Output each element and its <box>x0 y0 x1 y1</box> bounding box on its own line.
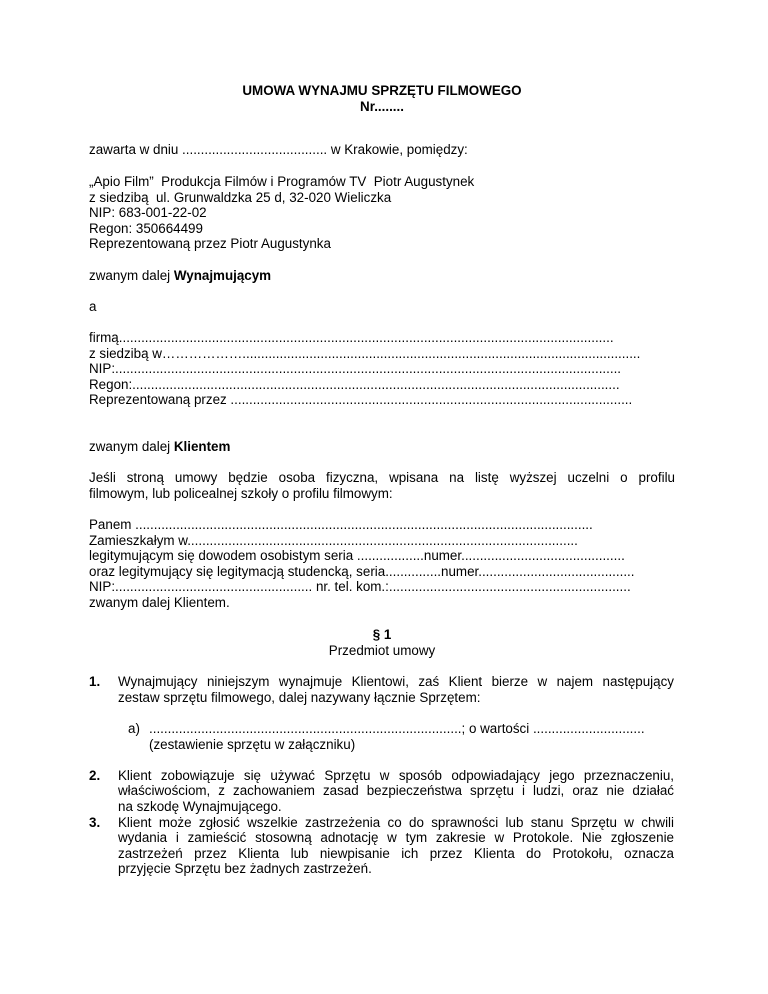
individual-address-field: Zamieszkałym w......................................................................................................... <box>89 533 578 548</box>
document-number: Nr........ <box>360 99 404 114</box>
individual-nip-phone-field: NIP:..................................................... nr. tel. kom.:................................................................. <box>89 579 631 594</box>
clause-1-line-1: Wynajmujący niniejszym wynajmuje Klientowi, zaś Klient bierze w najem następujący <box>118 674 674 689</box>
clause-3-line-3: zastrzeżeń przez Klienta lub niewpisanie ich przez Klienta do Protokołu, oznacza <box>118 846 674 861</box>
clause-2-line-2: właściwościom, z zachowaniem zasad bezpieczeństwa sprzętu i ludzi, oraz nie działać <box>118 783 674 798</box>
client-alias <box>89 439 230 455</box>
client-nip-field: NIP:........................................................................................................................................ <box>89 361 622 376</box>
client-representative-field: Reprezentowaną przez ............................................................................................................ <box>89 392 633 407</box>
lessor-regon: Regon: 350664499 <box>89 221 203 236</box>
item-a-label: a) <box>128 721 140 736</box>
client-seat-field: z siedzibą w………………........................................................................................................... <box>89 346 641 361</box>
individual-line-1: Jeśli stroną umowy będzie osoba fizyczna, wpisana na listę wyższej uczelni o profilu <box>89 470 675 485</box>
individual-line-2: filmowym, lub policealnej szkoły o profilu filmowym: <box>89 486 393 501</box>
clause-1-number: 1. <box>89 674 101 689</box>
individual-id-field: legitymującym się dowodem osobistym seria ..................numer............................................ <box>89 548 625 563</box>
lessor-representative: Reprezentowaną przez Piotr Augustynka <box>89 236 331 251</box>
item-a-line-2: (zestawienie sprzętu w załączniku) <box>149 737 356 752</box>
clause-3-line-2: wydania i zamieścić stosowną adnotację w tym zakresie w Protokole. Nie zgłoszenie <box>118 830 674 845</box>
item-a-line-1: ....................................................................................; o wartości .............................. <box>149 721 645 736</box>
lessor-alias-name: Wynajmującym <box>173 268 272 283</box>
lessor-nip: NIP: 683-001-22-02 <box>89 205 207 220</box>
clause-1-line-2: zestaw sprzętu filmowego, dalej nazywany łącznie Sprzętem: <box>118 690 481 705</box>
clause-3-line-1: Klient może zgłosić wszelkie zastrzeżenia co do sprawności lub stanu Sprzętu w chwili <box>118 815 674 830</box>
document-title: UMOWA WYNAJMU SPRZĘTU FILMOWEGO <box>242 83 522 98</box>
individual-panem-field: Panem ........................................................................................................................... <box>89 517 593 532</box>
section-1-mark: § 1 <box>372 627 392 642</box>
individual-student-field: oraz legitymujący się legitymacją studencką, seria...............numer.......................................... <box>89 564 635 579</box>
clause-2-line-1: Klient zobowiązuje się używać Sprzętu w sposób odpowiadający jego przeznaczeniu, <box>118 768 674 783</box>
clause-3-number: 3. <box>89 815 101 830</box>
client-alias-prefix: zwanym dalej <box>89 439 174 454</box>
clause-3-line-4: przyjęcie Sprzętu bez żadnych zastrzeżeń. <box>118 861 372 876</box>
section-1-heading: Przedmiot umowy <box>328 643 436 658</box>
client-firm-field: firmą..................................................................................................................................... <box>89 330 614 345</box>
clause-2-line-3: na szkodę Wynajmującego. <box>118 799 282 814</box>
client-alias-name: Klientem <box>173 439 231 454</box>
lessor-alias-prefix: zwanym dalej <box>89 268 174 283</box>
lessor-address: z siedzibą ul. Grunwaldzka 25 d, 32-020 Wieliczka <box>89 190 392 205</box>
lessor-alias <box>89 268 271 284</box>
client-regon-field: Regon:................................................................................................................................... <box>89 377 620 392</box>
individual-alias: zwanym dalej Klientem. <box>89 595 230 610</box>
intro-line: zawarta w dniu ....................................... w Krakowie, pomiędzy: <box>89 142 468 157</box>
clause-2-number: 2. <box>89 768 101 783</box>
and-word: a <box>89 299 97 314</box>
lessor-name: „Apio Film” Produkcja Filmów i Programów TV Piotr Augustynek <box>89 174 475 189</box>
